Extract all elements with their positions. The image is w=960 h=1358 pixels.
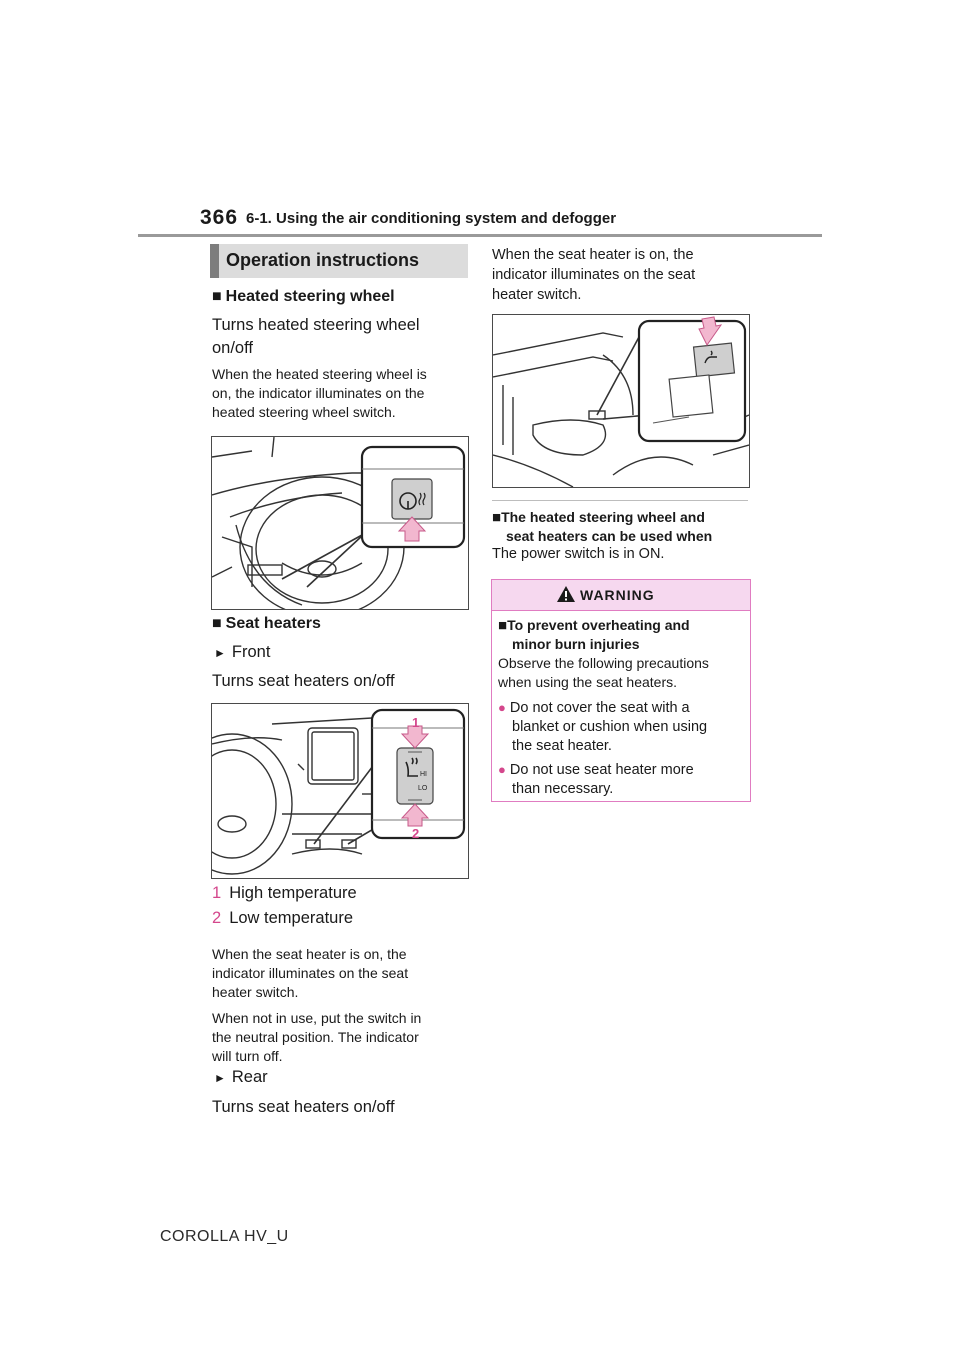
rear-text: Turns seat heaters on/off <box>212 1098 395 1116</box>
footer-model: COROLLA HV_U <box>160 1228 289 1245</box>
square-bullet-icon: ■ <box>212 288 222 305</box>
rear-seat-heater-figure <box>492 314 750 488</box>
section-banner <box>210 244 468 278</box>
warning-item-1: ● Do not cover the seat with a blanket or cushion when using the seat heater. <box>498 700 708 754</box>
seat-note-2: When not in use, put the switch in the neutral position. The indicator will turn off. <box>212 1010 422 1064</box>
section-banner-bar <box>210 244 219 278</box>
switch-hi-label: HI <box>420 771 427 778</box>
warning-header <box>492 580 750 611</box>
square-bullet-icon: ■ <box>212 615 222 632</box>
square-bullet-icon: ■ <box>492 509 502 526</box>
warning-intro: Observe the following precautions when using the seat heaters. <box>498 655 709 690</box>
callout-1: 1 <box>412 715 420 730</box>
front-seat-heater-figure <box>211 703 469 879</box>
circle-bullet-icon: ● <box>498 762 506 777</box>
warning-heading: ■To prevent overheating and minor burn injuries <box>498 617 690 652</box>
rear-note: When the seat heater is on, the indicator illuminates on the seat heater switch. <box>492 247 696 303</box>
header-rule <box>138 234 822 237</box>
heated-wheel-note: When the heated steering wheel is on, the indicator illuminates on the heated steering wheel switch. <box>212 366 427 420</box>
page-number: 366 <box>200 206 239 229</box>
square-bullet-icon: ■ <box>498 617 508 634</box>
front-text: Turns seat heaters on/off <box>212 672 395 690</box>
usable-text: The power switch is in ON. <box>492 546 665 562</box>
chapter-title: 6-1. Using the air conditioning system and defogger <box>246 210 617 227</box>
section-title: Operation instructions <box>226 250 420 270</box>
heated-wheel-heading: ■ Heated steering wheel <box>212 288 395 305</box>
warning-box <box>491 579 751 802</box>
front-label: ► Front <box>214 643 271 661</box>
circle-bullet-icon: ● <box>498 700 506 715</box>
callout-2: 2 <box>412 826 420 841</box>
usable-heading: ■The heated steering wheel and seat heaters can be used when <box>492 509 713 544</box>
legend-item-1: 1 High temperature <box>212 884 357 902</box>
heated-wheel-text: Turns heated steering wheel on/off <box>212 316 420 357</box>
warning-item-2: ● Do not use seat heater more than necessary. <box>498 762 694 797</box>
seat-heaters-heading: ■ Seat heaters <box>212 615 321 632</box>
steering-wheel-switch-figure <box>211 436 469 610</box>
triangle-bullet-icon: ► <box>214 646 226 660</box>
rear-label: ► Rear <box>214 1068 268 1086</box>
warning-triangle-icon <box>556 585 576 603</box>
warning-title: WARNING <box>580 587 655 603</box>
legend-item-2: 2 Low temperature <box>212 909 354 927</box>
seat-note-1: When the seat heater is on, the indicator illuminates on the seat heater switch. <box>212 946 409 1000</box>
section-separator <box>492 500 748 501</box>
triangle-bullet-icon: ► <box>214 1071 226 1085</box>
switch-lo-label: LO <box>418 785 428 792</box>
